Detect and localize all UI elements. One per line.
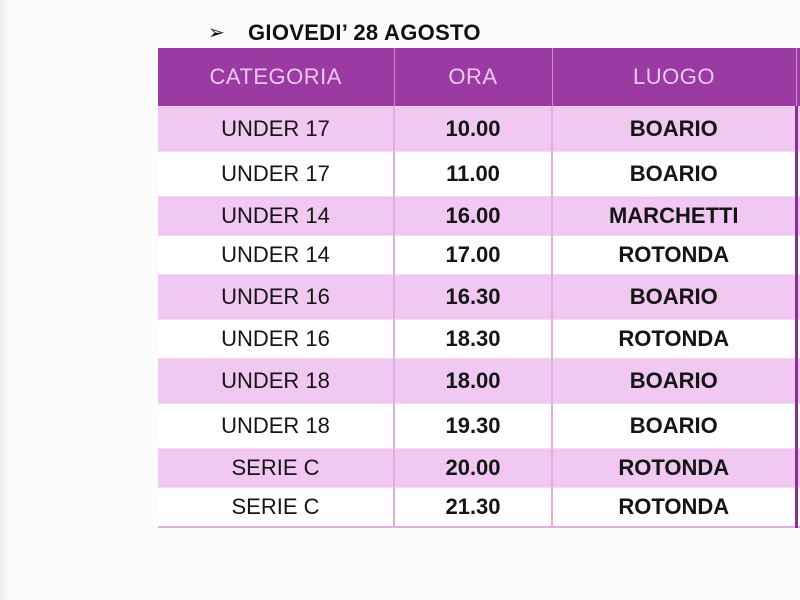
cell-cropped xyxy=(796,488,800,527)
cell-cropped xyxy=(796,449,800,488)
table-row xyxy=(158,488,800,527)
cell-cropped xyxy=(796,197,800,236)
column-header-cropped xyxy=(796,48,800,107)
cell-categoria: UNDER 18 xyxy=(158,404,394,449)
cell-luogo: ROTONDA xyxy=(552,488,796,527)
cell-luogo: BOARIO xyxy=(552,404,796,449)
table-row xyxy=(158,107,800,152)
cell-luogo: MARCHETTI xyxy=(552,197,796,236)
cell-categoria: UNDER 14 xyxy=(158,236,394,275)
left-edge-shadow xyxy=(0,0,10,600)
cell-ora: 19.30 xyxy=(394,404,552,449)
cell-ora: 20.00 xyxy=(394,449,552,488)
table-row xyxy=(158,449,800,488)
schedule-table xyxy=(158,48,800,528)
cell-luogo: BOARIO xyxy=(552,152,796,197)
cell-luogo: ROTONDA xyxy=(552,236,796,275)
column-header-luogo: LUOGO xyxy=(552,48,796,107)
arrow-bullet-icon: ➢ xyxy=(208,22,225,44)
cell-ora: 21.30 xyxy=(394,488,552,527)
cell-ora: 18.30 xyxy=(394,320,552,359)
table-row xyxy=(158,236,800,275)
table-header-row xyxy=(158,48,800,107)
cell-luogo: ROTONDA xyxy=(552,320,796,359)
table-body xyxy=(158,107,800,527)
cell-categoria: UNDER 17 xyxy=(158,107,394,152)
cell-ora: 18.00 xyxy=(394,359,552,404)
column-header-categoria: CATEGORIA xyxy=(158,48,394,107)
cell-ora: 16.30 xyxy=(394,275,552,320)
cell-categoria: SERIE C xyxy=(158,488,394,527)
column-header-ora: ORA xyxy=(394,48,552,107)
table-row xyxy=(158,404,800,449)
cell-categoria: UNDER 16 xyxy=(158,275,394,320)
cell-luogo: ROTONDA xyxy=(552,449,796,488)
cell-cropped xyxy=(796,107,800,152)
cell-categoria: UNDER 17 xyxy=(158,152,394,197)
cell-cropped xyxy=(796,404,800,449)
cell-ora: 10.00 xyxy=(394,107,552,152)
cell-cropped xyxy=(796,236,800,275)
day-heading xyxy=(208,18,481,48)
cell-ora: 11.00 xyxy=(394,152,552,197)
table-row xyxy=(158,359,800,404)
cell-luogo: BOARIO xyxy=(552,107,796,152)
cell-cropped xyxy=(796,152,800,197)
cell-luogo: BOARIO xyxy=(552,359,796,404)
cell-categoria: UNDER 16 xyxy=(158,320,394,359)
table-row xyxy=(158,275,800,320)
cell-luogo: BOARIO xyxy=(552,275,796,320)
cell-ora: 17.00 xyxy=(394,236,552,275)
table-row xyxy=(158,197,800,236)
cell-categoria: UNDER 14 xyxy=(158,197,394,236)
table-row xyxy=(158,320,800,359)
cell-categoria: UNDER 18 xyxy=(158,359,394,404)
cell-ora: 16.00 xyxy=(394,197,552,236)
cell-cropped xyxy=(796,275,800,320)
table-row xyxy=(158,152,800,197)
cell-categoria: SERIE C xyxy=(158,449,394,488)
cell-cropped xyxy=(796,359,800,404)
cell-cropped xyxy=(796,320,800,359)
day-heading-title: GIOVEDI’ 28 AGOSTO xyxy=(248,20,481,45)
